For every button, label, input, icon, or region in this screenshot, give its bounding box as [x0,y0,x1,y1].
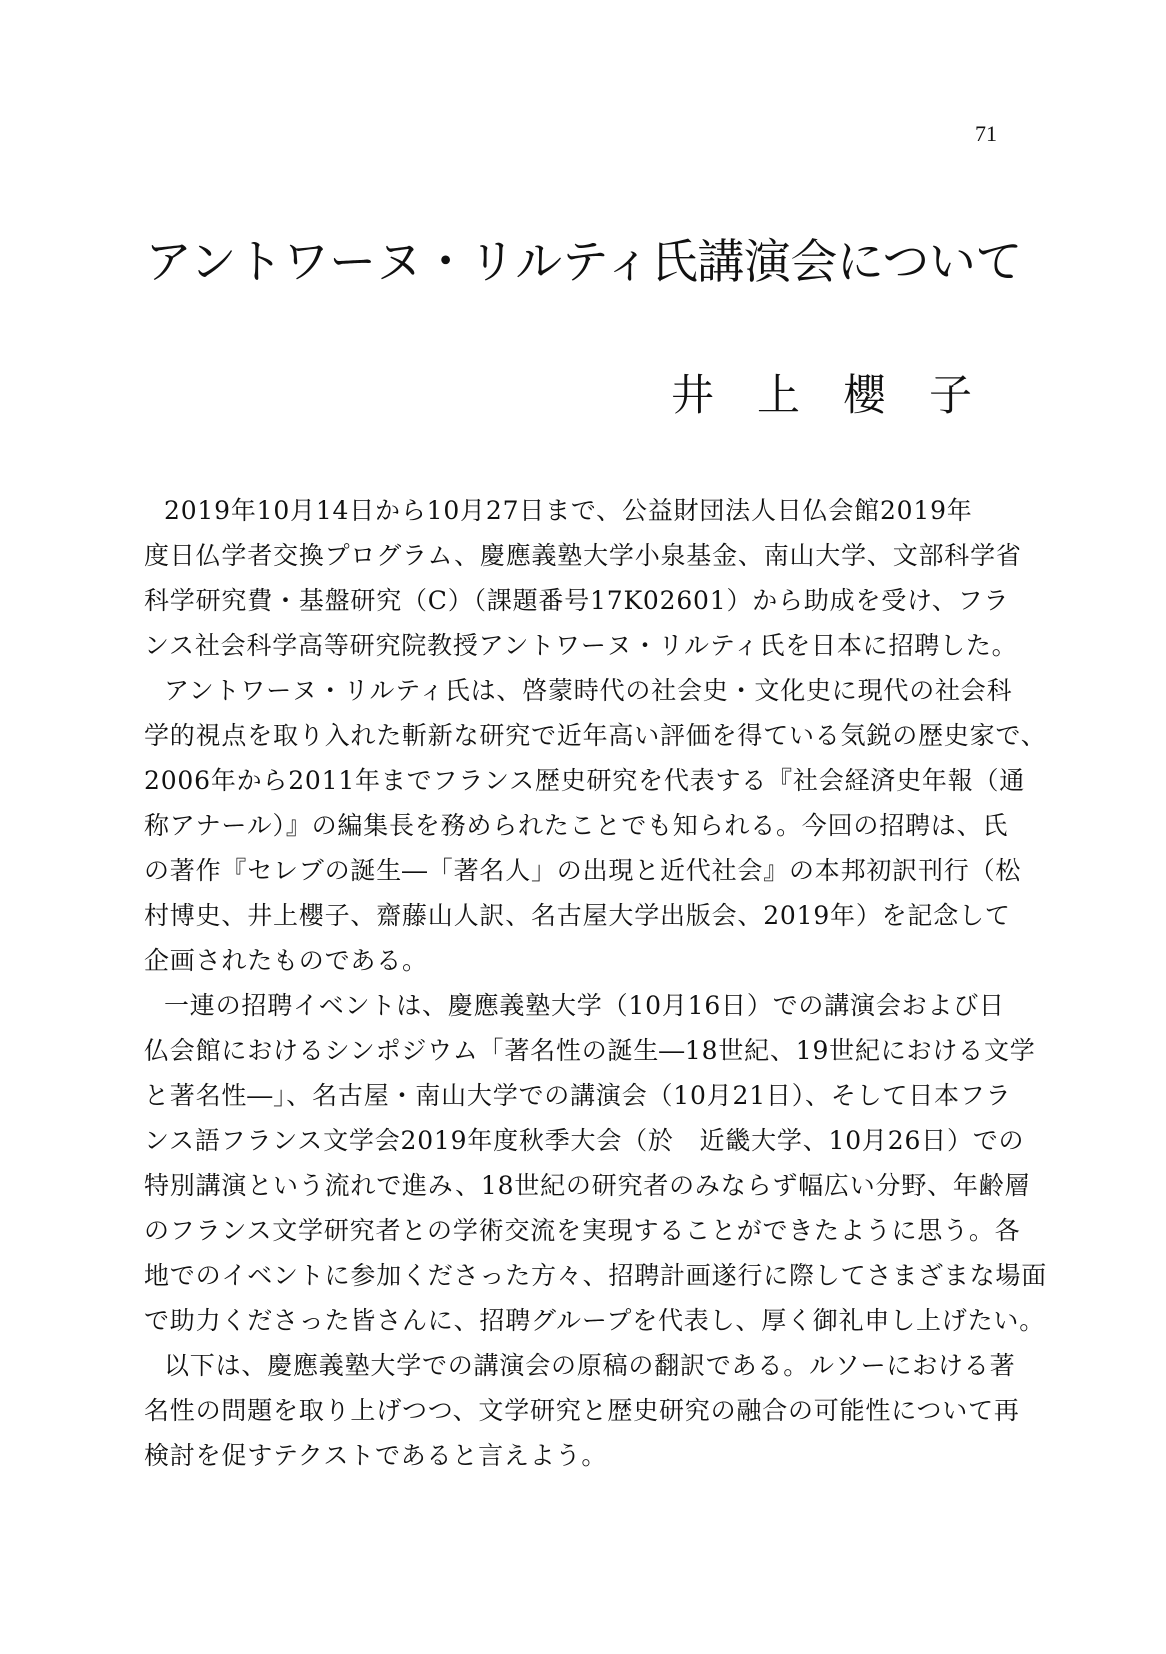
text-line: と著名性―」、名古屋・南山大学での講演会（10月21日）、そして日本フラ [144,1081,1012,1110]
text-line: 村博史、井上櫻子、齋藤山人訳、名古屋大学出版会、2019年）を記念して [144,901,1011,930]
text-line: 検討を促すテクストであると言えよう。 [144,1441,608,1470]
paragraph-2 [144,668,1047,983]
text-line: 称アナール）』の編集長を務められたことでも知られる。今回の招聘は、氏 [144,811,1009,840]
text-line: ンス社会科学高等研究院教授アントワーヌ・リルティ氏を日本に招聘した。 [144,631,1018,660]
text-line: アントワーヌ・リルティ氏は、啓蒙時代の社会史・文化史に現代の社会科 [164,676,1013,705]
paragraph-4 [144,1343,1024,1478]
text-line: 2019年10月14日から10月27日まで、公益財団法人日仏会館2019年 [164,496,973,525]
text-line: で助力くださった皆さんに、招聘グループを代表し、厚く御礼申し上げたい。 [144,1306,1046,1335]
text-line: 一連の招聘イベントは、慶應義塾大学（10月16日）での講演会および日 [164,991,1005,1020]
text-line: の著作『セレブの誕生―「著名人」の出現と近代社会』の本邦初訳刊行（松 [144,856,1022,885]
text-line: 学的視点を取り入れた斬新な研究で近年高い評価を得ている気鋭の歴史家で、 [144,721,1047,750]
page-number: 71 [975,121,997,146]
text-line: 仏会館におけるシンポジウム「著名性の誕生―18世紀、19世紀における文学 [144,1036,1036,1065]
text-line: 以下は、慶應義塾大学での講演会の原稿の翻訳である。ルソーにおける著 [164,1351,1016,1380]
text-line: 企画されたものである。 [144,946,428,975]
text-line: 度日仏学者交換プログラム、慶應義塾大学小泉基金、南山大学、文部科学省 [144,541,1022,570]
article-body [144,488,1048,1478]
paragraph-1 [144,488,1024,668]
text-line: 2006年から2011年までフランス歴史研究を代表する『社会経済史年報（通 [144,766,1026,795]
article-author: 井 上 櫻 子 [671,371,972,421]
text-line: 特別講演という流れで進み、18世紀の研究者のみならず幅広い分野、年齢層 [144,1171,1031,1200]
paragraph-3 [144,983,1048,1343]
text-line: 名性の問題を取り上げつつ、文学研究と歴史研究の融合の可能性について再 [144,1396,1020,1425]
text-line: 地でのイベントに参加くださった方々、招聘計画遂行に際してさまざまな場面 [144,1261,1048,1290]
text-line: のフランス文学研究者との学術交流を実現することができたように思う。各 [144,1216,1021,1245]
text-line: ンス語フランス文学会2019年度秋季大会（於 近畿大学、10月26日）での [144,1126,1025,1155]
article-title: アントワーヌ・リルティ氏講演会について [145,235,1022,290]
text-line: 科学研究費・基盤研究（C）（課題番号17K02601）から助成を受け、フラ [144,586,1010,615]
